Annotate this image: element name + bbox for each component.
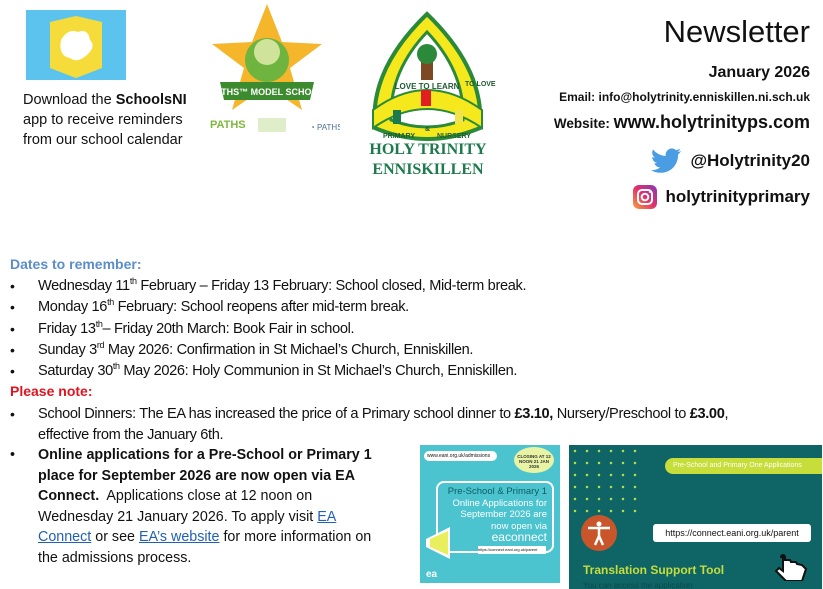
svg-text:◔ PATHS: ◔ PATHS bbox=[310, 123, 340, 132]
school-name: HOLY TRINITY ENNISKILLEN bbox=[369, 141, 487, 178]
paths-footer-text: PATHS bbox=[210, 119, 246, 131]
megaphone-icon bbox=[422, 525, 462, 561]
svg-text:LOVE TO LEARN: LOVE TO LEARN bbox=[394, 82, 460, 91]
ea-connect-link-cont[interactable]: Connect bbox=[38, 529, 92, 545]
schoolsni-app-logo bbox=[26, 10, 126, 80]
email-address[interactable]: info@holytrinity.enniskillen.ni.sch.uk bbox=[598, 90, 810, 104]
pointer-hand-icon bbox=[769, 545, 811, 581]
instagram-icon bbox=[633, 185, 657, 209]
app-name: SchoolsNI bbox=[115, 92, 187, 108]
svg-text:&: & bbox=[425, 126, 431, 133]
app-promo-text: Download the SchoolsNI app to receive reminders from our school calendar bbox=[23, 92, 187, 148]
online-applications-item: • Online applications for a Pre-School or Primary 1 place for September 2026 are now open via EA Connect. Applications close at 12 noon on Wednesday 21 January 2026. To apply visit EA Connect or see EA’s website for more information on the admissions process. bbox=[10, 445, 372, 568]
please-note-heading: Please note: bbox=[10, 383, 93, 399]
notes-list bbox=[10, 404, 728, 447]
list-item: • Sunday 3rd May 2026: Confirmation in St Michael’s Church, Enniskillen. bbox=[10, 340, 526, 361]
ea-connect-link[interactable]: EA bbox=[317, 508, 337, 525]
email-line: Email: info@holytrinity.enniskillen.ni.sch.uk bbox=[559, 90, 810, 104]
paths-banner-text: PATHS™ MODEL SCHOOL bbox=[210, 87, 325, 97]
list-item: • Wednesday 11th February – Friday 13 February: School closed, Mid-term break. bbox=[10, 276, 526, 297]
list-item: • Saturday 30th May 2026: Holy Communion in St Michael’s Church, Enniskillen. bbox=[10, 361, 526, 382]
newsletter-date: January 2026 bbox=[708, 64, 810, 81]
shield-map-icon bbox=[26, 10, 126, 80]
instagram-handle[interactable]: holytrinityprimary bbox=[633, 185, 810, 209]
dates-heading: Dates to remember: bbox=[10, 256, 142, 272]
paths-model-school-logo bbox=[210, 4, 340, 136]
svg-text:TO LOVE: TO LOVE bbox=[465, 81, 496, 88]
svg-text:NURSERY: NURSERY bbox=[437, 133, 471, 140]
translation-support-image: Pre-School and Primary One Applications https://connect.eani.org.uk/parent Translation Support Tool You can access the application bbox=[569, 445, 822, 589]
website-address[interactable]: www.holytrinityps.com bbox=[613, 112, 810, 132]
accessibility-person-icon bbox=[581, 515, 617, 551]
ea-connect-poster: www.eani.org.uk/admissions CLOSING AT 12 NOON 21 JAN 2026 Pre-School & Primary 1 Online Applications for September 2026 are now open via eaconnect https://connect.eani.org.uk/parent ea bbox=[420, 445, 560, 583]
ea-website-link[interactable]: EA’s website bbox=[138, 529, 220, 545]
school-dinners-item: • School Dinners: The EA has increased the price of a Primary school dinner to £3.10, Nursery/Preschool to £3.00, effective from the January 6th. bbox=[10, 404, 728, 447]
list-item: • Friday 13th– Friday 20th March: Book Fair in school. bbox=[10, 319, 526, 340]
twitter-bird-icon bbox=[650, 148, 682, 174]
list-item: • Monday 16th February: School reopens after mid-term break. bbox=[10, 297, 526, 318]
twitter-handle[interactable]: @Holytrinity20 bbox=[650, 148, 810, 174]
newsletter-title: Newsletter bbox=[663, 14, 810, 49]
svg-text:PRIMARY: PRIMARY bbox=[383, 133, 416, 140]
website-line: Website: www.holytrinityps.com bbox=[553, 112, 810, 132]
dates-list bbox=[10, 276, 526, 382]
